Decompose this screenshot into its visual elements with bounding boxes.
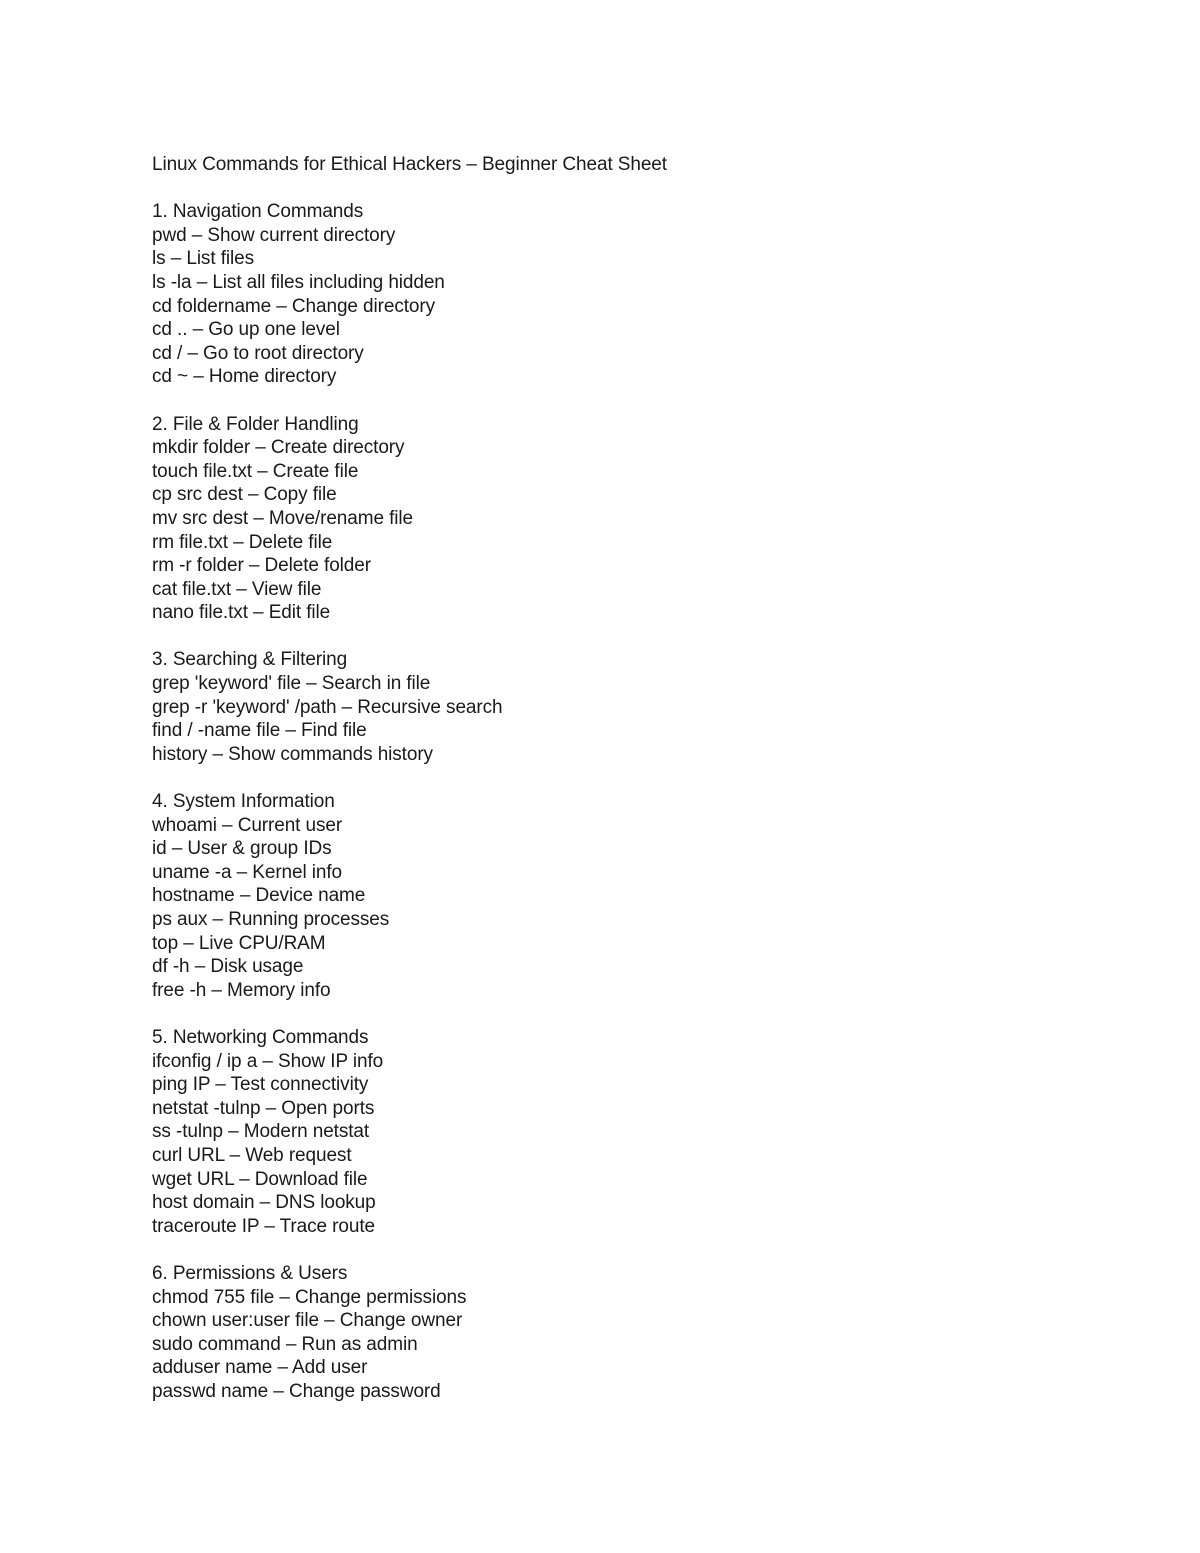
command-line: traceroute IP – Trace route <box>152 1215 375 1237</box>
section-system-information <box>152 790 1112 1002</box>
command-line: uname -a – Kernel info <box>152 861 343 883</box>
command-line: rm -r folder – Delete folder <box>152 555 371 577</box>
command-line: grep -r 'keyword' /path – Recursive search <box>152 696 503 718</box>
command-line: chmod 755 file – Change permissions <box>152 1286 467 1308</box>
command-line: ls – List files <box>152 248 254 270</box>
command-line: wget URL – Download file <box>152 1168 368 1190</box>
section-file-folder-handling <box>152 413 1112 625</box>
command-line: cp src dest – Copy file <box>152 484 337 506</box>
command-line: find / -name file – Find file <box>152 720 367 742</box>
command-line: rm file.txt – Delete file <box>152 531 333 553</box>
command-line: passwd name – Change password <box>152 1380 441 1402</box>
section-heading: 2. File & Folder Handling <box>152 413 359 435</box>
command-line: touch file.txt – Create file <box>152 460 359 482</box>
section-heading: 3. Searching & Filtering <box>152 649 348 671</box>
section-heading: 6. Permissions & Users <box>152 1262 348 1284</box>
command-line: cd foldername – Change directory <box>152 295 436 317</box>
command-line: mkdir folder – Create directory <box>152 437 405 459</box>
command-line: history – Show commands history <box>152 743 433 765</box>
command-line: nano file.txt – Edit file <box>152 602 331 624</box>
spacer <box>152 766 1112 790</box>
spacer <box>152 1002 1112 1026</box>
command-line: free -h – Memory info <box>152 979 331 1001</box>
spacer <box>152 1238 1112 1262</box>
section-navigation <box>152 200 1112 389</box>
command-line: cd / – Go to root directory <box>152 342 364 364</box>
command-line: sudo command – Run as admin <box>152 1333 418 1355</box>
command-line: hostname – Device name <box>152 885 366 907</box>
section-heading: 5. Networking Commands <box>152 1026 369 1048</box>
section-heading: 1. Navigation Commands <box>152 201 364 223</box>
section-heading: 4. System Information <box>152 791 335 813</box>
command-line: ls -la – List all files including hidden <box>152 271 445 293</box>
spacer <box>152 177 1112 201</box>
command-line: netstat -tulnp – Open ports <box>152 1097 375 1119</box>
command-line: pwd – Show current directory <box>152 224 396 246</box>
command-line: curl URL – Web request <box>152 1144 352 1166</box>
command-line: host domain – DNS lookup <box>152 1192 376 1214</box>
command-line: cd ~ – Home directory <box>152 366 337 388</box>
command-line: cd .. – Go up one level <box>152 319 340 341</box>
command-line: df -h – Disk usage <box>152 956 304 978</box>
spacer <box>152 625 1112 649</box>
command-line: mv src dest – Move/rename file <box>152 507 413 529</box>
command-line: cat file.txt – View file <box>152 578 322 600</box>
command-line: whoami – Current user <box>152 814 343 836</box>
command-line: ss -tulnp – Modern netstat <box>152 1121 370 1143</box>
command-line: id – User & group IDs <box>152 838 332 860</box>
document-title: Linux Commands for Ethical Hackers – Beginner Cheat Sheet <box>152 154 667 175</box>
command-line: chown user:user file – Change owner <box>152 1310 463 1332</box>
section-networking-commands <box>152 1026 1112 1238</box>
section-permissions-users <box>152 1262 1112 1404</box>
command-line: top – Live CPU/RAM <box>152 932 326 954</box>
command-line: ifconfig / ip a – Show IP info <box>152 1050 384 1072</box>
document-page <box>152 153 1112 1403</box>
command-line: ping IP – Test connectivity <box>152 1074 369 1096</box>
command-line: adduser name – Add user <box>152 1357 368 1379</box>
section-searching-filtering <box>152 648 1112 766</box>
spacer <box>152 389 1112 413</box>
command-line: ps aux – Running processes <box>152 909 390 930</box>
command-line: grep 'keyword' file – Search in file <box>152 673 431 695</box>
